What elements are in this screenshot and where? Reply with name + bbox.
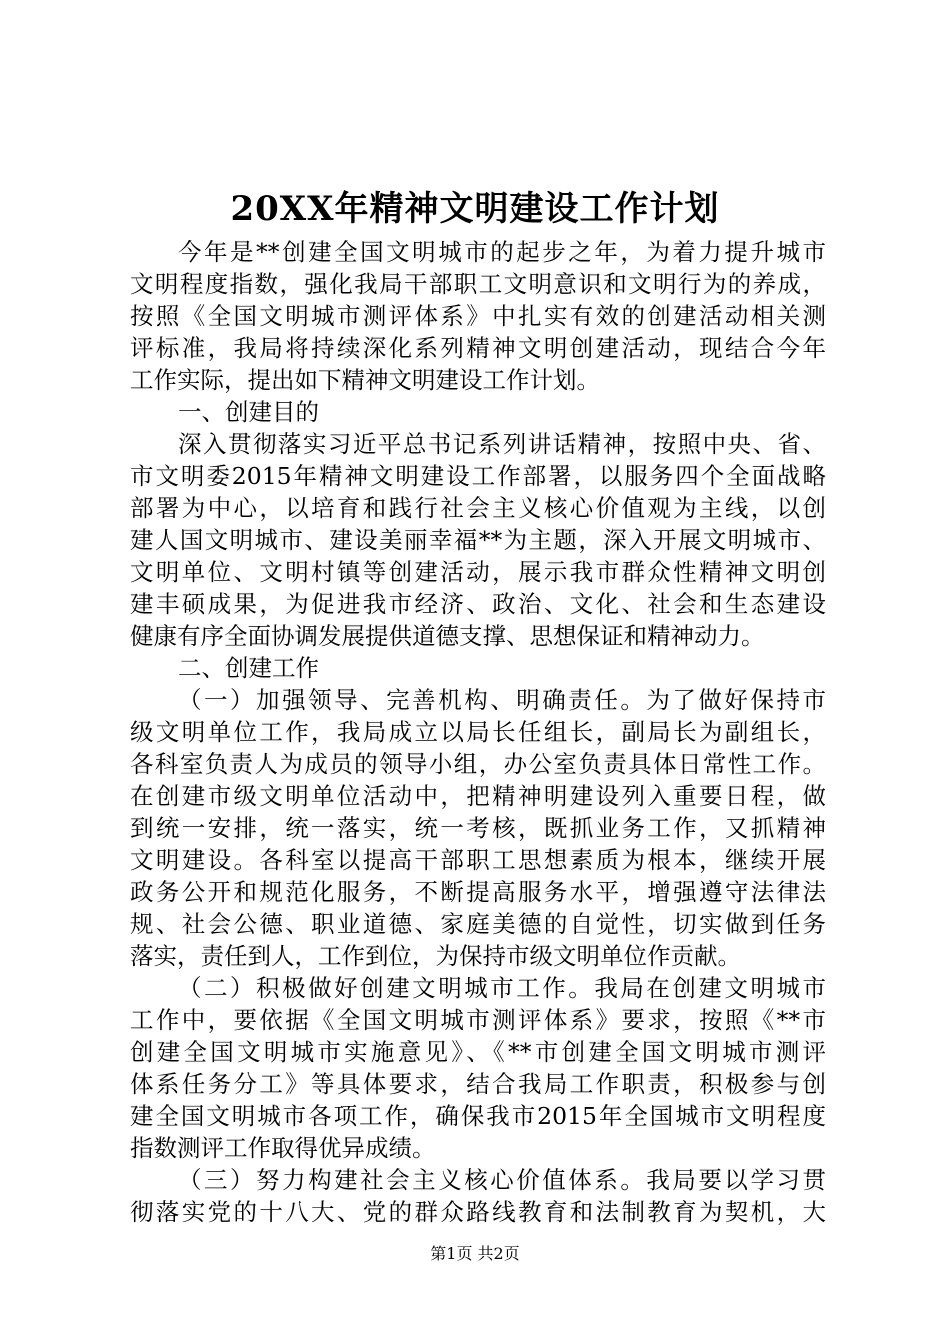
paragraph-line: 工作中，要依据《全国文明城市测评体系》要求，按照《**市 — [130, 1006, 826, 1034]
paragraph-line: 建人国文明城市、建设美丽幸福**为主题，深入开展文明城市、 — [130, 526, 826, 554]
paragraph-line: 文明程度指数，强化我局干部职工文明意识和文明行为的养成， — [130, 270, 826, 298]
paragraph-line: 到统一安排，统一落实，统一考核，既抓业务工作，又抓精神 — [130, 814, 826, 842]
document-title: 20XX年精神文明建设工作计划 — [230, 189, 720, 229]
paragraph-line: 今年是**创建全国文明城市的起步之年，为着力提升城市 — [178, 238, 826, 266]
paragraph-line: 政务公开和规范化服务，不断提高服务水平，增强遵守法律法 — [130, 878, 826, 906]
paragraph-line: （一）加强领导、完善机构、明确责任。为了做好保持市 — [178, 686, 826, 714]
paragraph-line: 规、社会公德、职业道德、家庭美德的自觉性，切实做到任务 — [130, 910, 826, 938]
paragraph-line: 落实，责任到人，工作到位，为保持市级文明单位作贡献。 — [130, 942, 741, 970]
paragraph-line: 文明建设。各科室以提高干部职工思想素质为根本，继续开展 — [130, 846, 826, 874]
paragraph-line: 文明单位、文明村镇等创建活动，展示我市群众性精神文明创 — [130, 558, 826, 586]
paragraph-line: 工作实际，提出如下精神文明建设工作计划。 — [130, 366, 600, 394]
paragraph-line: 创建全国文明城市实施意见》、《**市创建全国文明城市测评 — [130, 1038, 826, 1066]
paragraph-line: 部署为中心，以培育和践行社会主义核心价值观为主线，以创 — [130, 494, 826, 522]
paragraph-line: 彻落实党的十八大、党的群众路线教育和法制教育为契机，大 — [130, 1198, 826, 1226]
page-footer: 第1页 共2页 — [430, 1244, 520, 1263]
paragraph-line: （二）积极做好创建文明城市工作。我局在创建文明城市 — [178, 974, 826, 1002]
paragraph-line: 在创建市级文明单位活动中，把精神明建设列入重要日程，做 — [130, 782, 826, 810]
paragraph-line: 体系任务分工》等具体要求，结合我局工作职责，积极参与创 — [130, 1070, 826, 1098]
document-body — [130, 236, 826, 1228]
paragraph-line: 各科室负责人为成员的领导小组，办公室负责具体日常性工作。 — [130, 750, 826, 778]
paragraph-line: 指数测评工作取得优异成绩。 — [130, 1134, 436, 1162]
section-heading: 二、创建工作 — [178, 654, 319, 682]
section-heading: 一、创建目的 — [178, 398, 319, 426]
paragraph-line: 深入贯彻落实习近平总书记系列讲话精神，按照中央、省、 — [178, 430, 826, 458]
paragraph-line: （三）努力构建社会主义核心价值体系。我局要以学习贯 — [178, 1166, 826, 1194]
paragraph-line: 建丰硕成果，为促进我市经济、政治、文化、社会和生态建设 — [130, 590, 826, 618]
paragraph-line: 评标准，我局将持续深化系列精神文明创建活动，现结合今年 — [130, 334, 826, 362]
paragraph-line: 建全国文明城市各项工作，确保我市2015年全国城市文明程度 — [130, 1102, 826, 1130]
paragraph-line: 市文明委2015年精神文明建设工作部署，以服务四个全面战略 — [130, 462, 826, 490]
paragraph-line: 按照《全国文明城市测评体系》中扎实有效的创建活动相关测 — [130, 302, 826, 330]
paragraph-line: 级文明单位工作，我局成立以局长任组长，副局长为副组长， — [130, 718, 826, 746]
paragraph-line: 健康有序全面协调发展提供道德支撑、思想保证和精神动力。 — [130, 622, 765, 650]
